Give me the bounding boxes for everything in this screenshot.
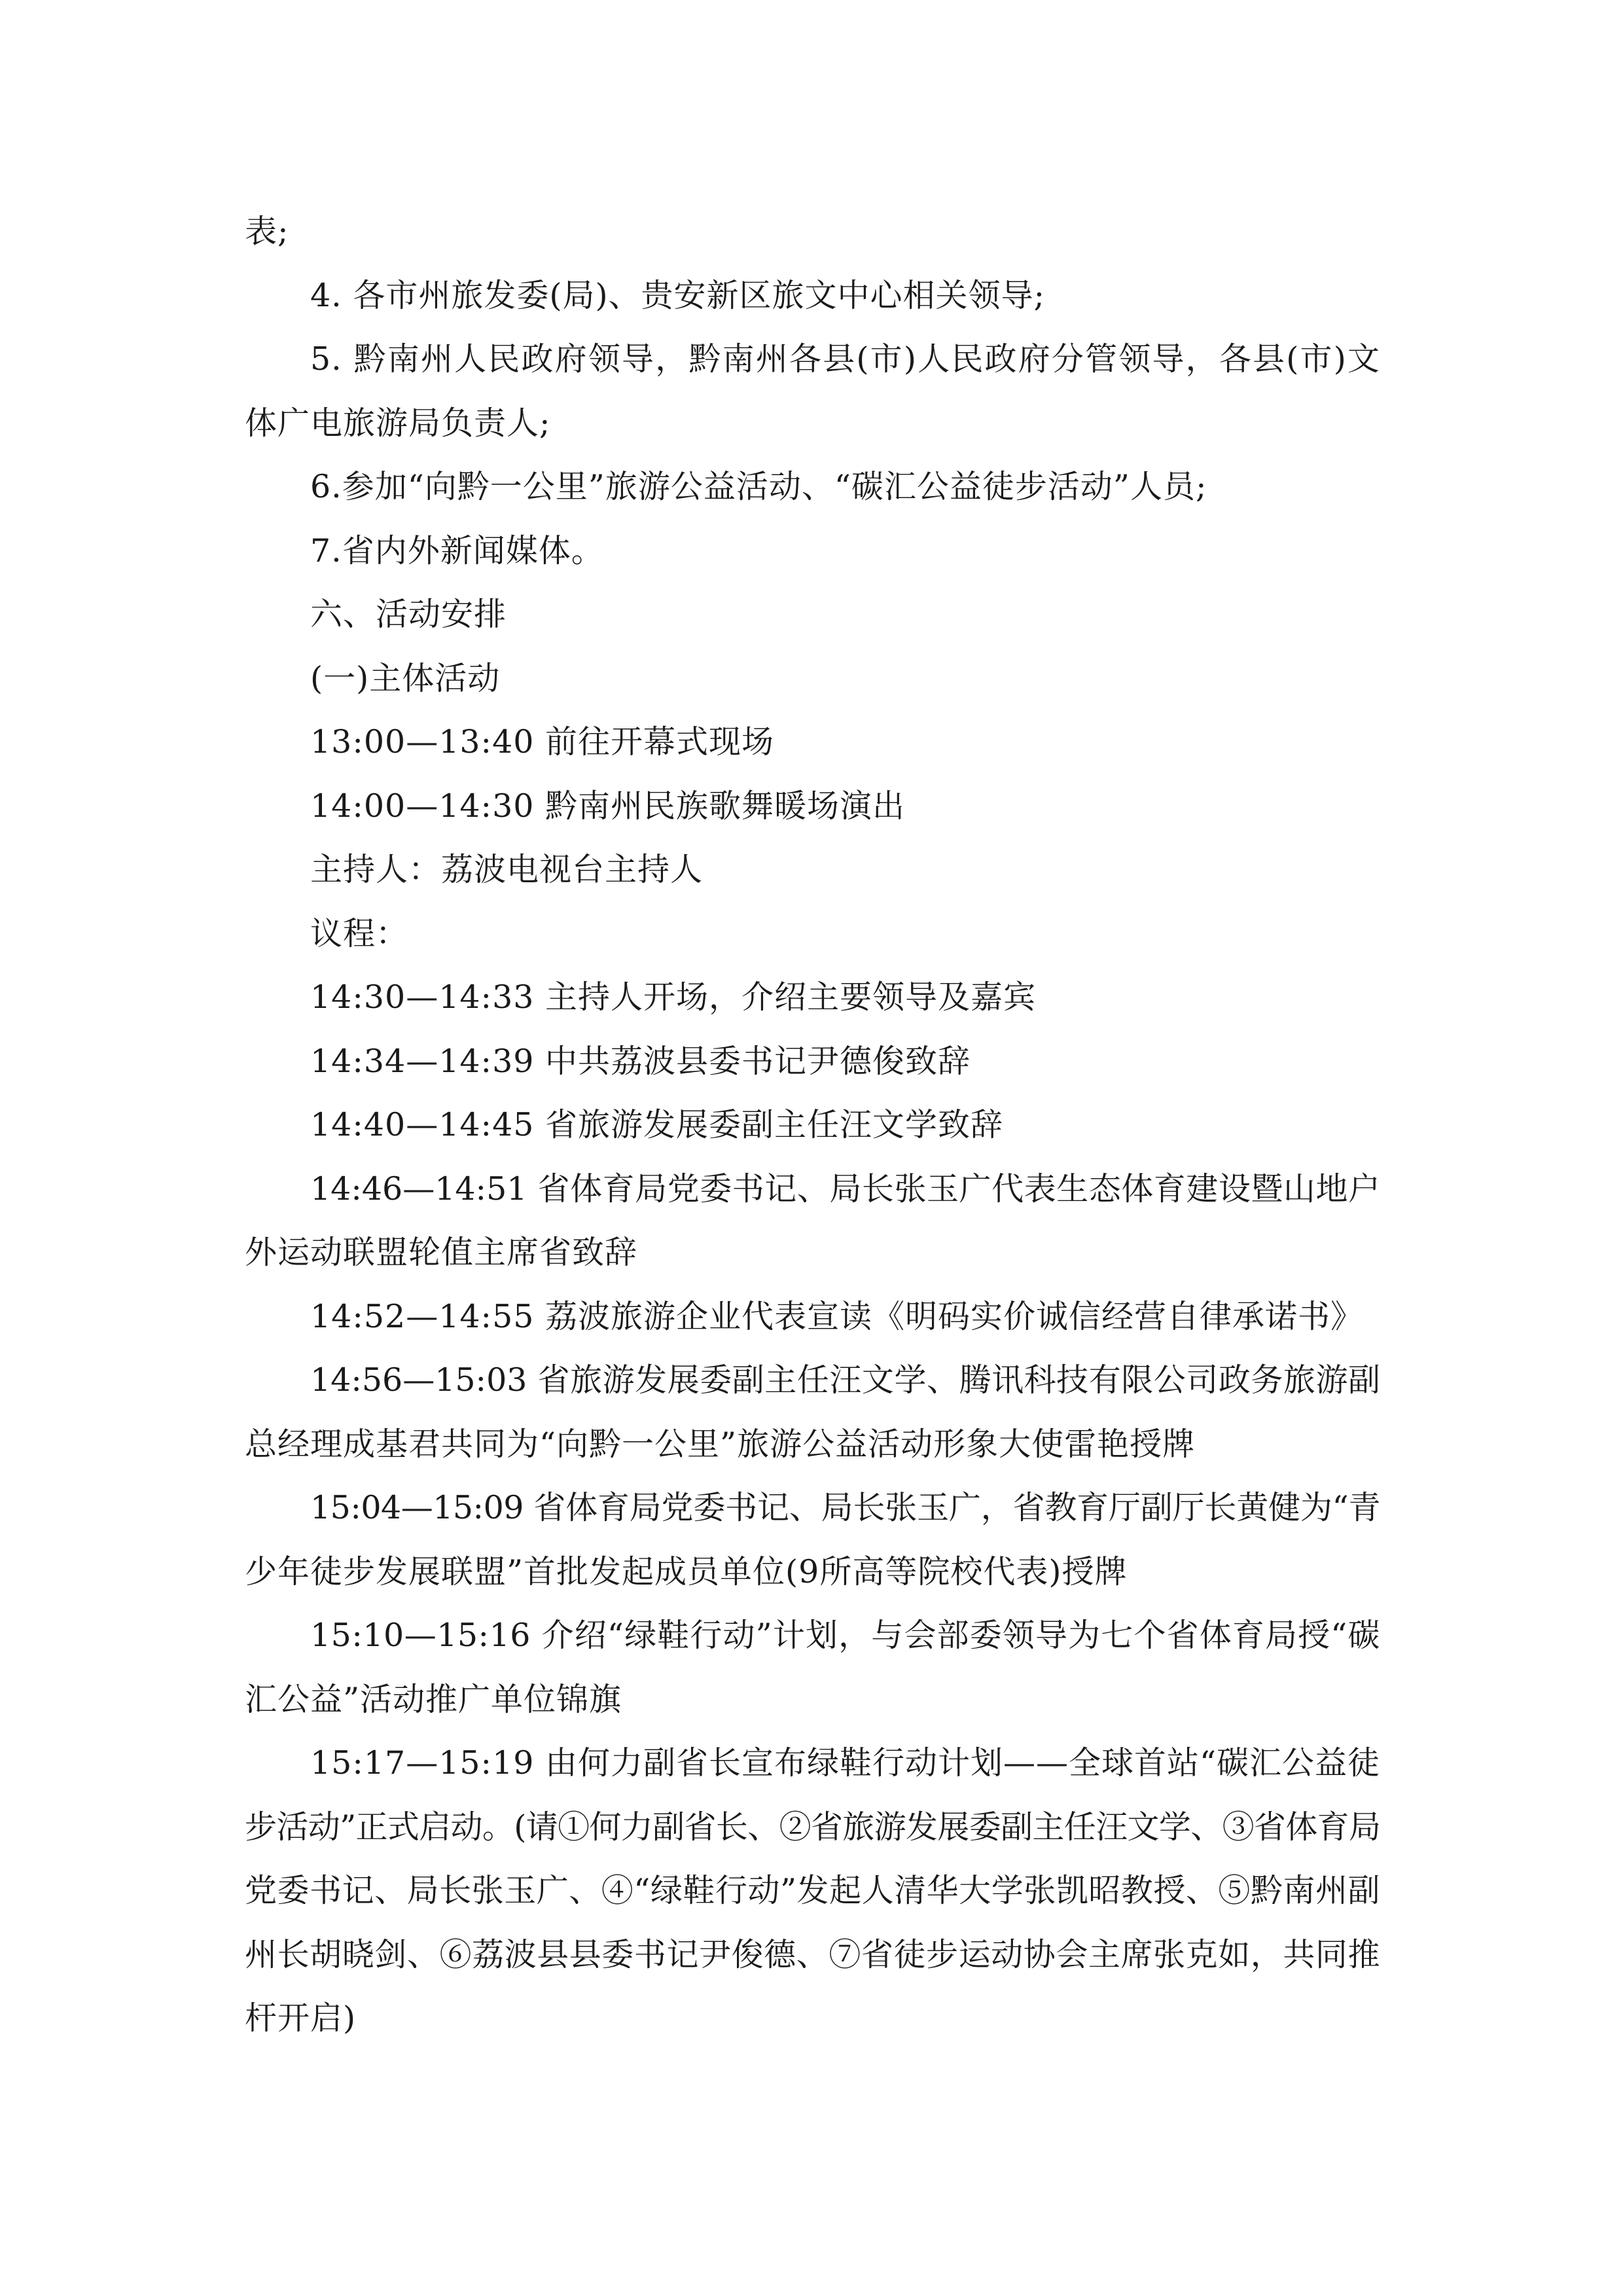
text-line: 表; [245,213,289,250]
schedule-item: 15:04—15:09 省体育局党委书记、局长张玉广，省教育厅副厅长黄健为“青 [310,1489,1380,1526]
schedule-item: 14:34—14:39 中共荔波县委书记尹德俊致辞 [310,1042,971,1080]
schedule-item: 15:17—15:19 由何力副省长宣布绿鞋行动计划——全球首站“碳汇公益徒 [310,1744,1381,1782]
schedule-item: 14:52—14:55 荔波旅游企业代表宣读《明码实价诚信经营自律承诺书》 [310,1297,1363,1335]
text-line: 总经理成基君共同为“向黔一公里”旅游公益活动形象大使雷艳授牌 [245,1425,1196,1463]
text-line: 汇公益”活动推广单位锦旗 [245,1680,622,1718]
text-line: 州长胡晓剑、⑥荔波县县委书记尹俊德、⑦省徒步运动协会主席张克如，共同推 [245,1935,1380,1973]
text-line: 体广电旅游局负责人; [245,404,551,442]
subsection-heading: (一)主体活动 [310,659,501,697]
schedule-item: 14:40—14:45 省旅游发展委副主任汪文学致辞 [310,1106,1003,1143]
schedule-item: 14:56—15:03 省旅游发展委副主任汪文学、腾讯科技有限公司政务旅游副 [310,1361,1380,1399]
section-heading: 六、活动安排 [310,596,507,633]
document-body [245,200,1380,2051]
text-line: 外运动联盟轮值主席省致辞 [245,1234,638,1271]
schedule-item: 14:46—14:51 省体育局党委书记、局长张玉广代表生态体育建设暨山地户 [310,1170,1380,1208]
text-line: 少年徒步发展联盟”首批发起成员单位(9所高等院校代表)授牌 [245,1552,1128,1590]
schedule-item: 13:00—13:40 前往开幕式现场 [310,723,774,761]
schedule-item: 14:00—14:30 黔南州民族歌舞暖场演出 [310,787,905,825]
text-line: 主持人：荔波电视台主持人 [310,851,704,888]
text-line: 党委书记、局长张玉广、④“绿鞋行动”发起人清华大学张凯昭教授、⑤黔南州副 [245,1872,1380,1909]
text-line: 杆开启) [245,2000,357,2037]
text-line: 5. 黔南州人民政府领导，黔南州各县(市)人民政府分管领导，各县(市)文 [310,340,1380,378]
text-line: 6.参加“向黔一公里”旅游公益活动、“碳汇公益徒步活动”人员; [310,468,1207,505]
schedule-item: 14:30—14:33 主持人开场，介绍主要领导及嘉宾 [310,978,1036,1016]
schedule-item: 15:10—15:16 介绍“绿鞋行动”计划，与会部委领导为七个省体育局授“碳 [310,1617,1380,1654]
text-line: 4. 各市州旅发委(局)、贵安新区旅文中心相关领导; [310,276,1046,314]
text-line: 步活动”正式启动。(请①何力副省长、②省旅游发展委副主任汪文学、③省体育局 [245,1808,1380,1846]
text-line: 7.省内外新闻媒体。 [310,531,604,569]
text-line: 议程： [310,914,409,952]
